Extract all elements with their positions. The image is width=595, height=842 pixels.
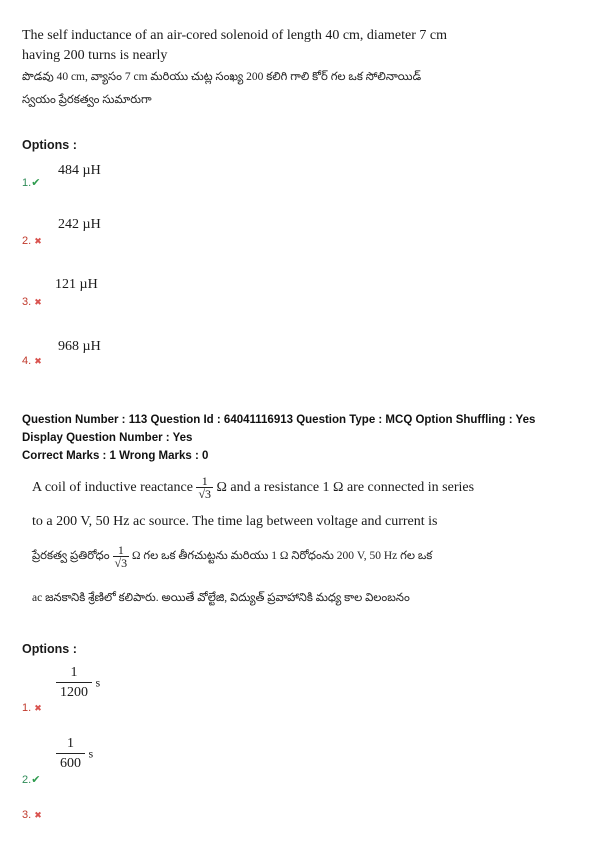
- cross-icon: ✖: [34, 356, 42, 366]
- question-text-segment: A coil of inductive reactance: [32, 480, 193, 495]
- cross-icon: ✖: [34, 297, 42, 307]
- question-telugu-line: స్వయం ప్రేరకత్వం సుమారుగా: [22, 94, 152, 106]
- question-telugu-line: [32, 536, 432, 576]
- fraction-numerator: 1: [56, 737, 85, 754]
- option-value: [56, 737, 93, 771]
- fraction-denominator: √3: [114, 555, 128, 570]
- option-number-text: 3.: [22, 809, 32, 821]
- cross-icon: ✖: [34, 236, 42, 246]
- option-value: 968 µH: [58, 339, 101, 354]
- option-number-text: 1.: [22, 177, 32, 189]
- option-value: 121 µH: [55, 277, 98, 292]
- cross-icon: ✖: [34, 703, 42, 713]
- question-meta: Correct Marks : 1 Wrong Marks : 0: [22, 450, 209, 462]
- option-number-text: 2.: [22, 235, 32, 247]
- question-text-segment: ప్రేరకత్వ ప్రతిరోధం: [32, 550, 110, 562]
- option-number-text: 2.: [22, 774, 32, 786]
- question-text-segment: Ω and a resistance 1 Ω are connected in series: [216, 480, 475, 495]
- option-number: [22, 235, 42, 247]
- option-value: [56, 666, 100, 700]
- option-number: [22, 355, 42, 367]
- option-number-text: 3.: [22, 296, 32, 308]
- question-meta: Display Question Number : Yes: [22, 432, 193, 444]
- option-number: [22, 809, 42, 821]
- fraction-numerator: 1: [196, 475, 213, 488]
- option-value: 242 µH: [58, 217, 101, 232]
- checkmark-icon: ✔: [31, 774, 41, 786]
- cross-icon: ✖: [34, 810, 42, 820]
- question-text-line: The self inductance of an air-cored solenoid of length 40 cm, diameter 7 cm: [22, 28, 448, 43]
- fraction-denominator: 1200: [60, 685, 88, 700]
- question-text-line: having 200 turns is nearly: [22, 48, 168, 63]
- question-telugu-line: ac జనకానికి శ్రేణిలో కలిపారు. అయితే వోల్టేజి, విద్యుత్ ప్రవాహానికి మధ్య కాల విలంబనం: [32, 592, 410, 604]
- unit-label: s: [88, 746, 94, 761]
- fraction-numerator: 1: [113, 544, 130, 557]
- option-number-text: 1.: [22, 702, 32, 714]
- option-number-text: 4.: [22, 355, 32, 367]
- fraction-denominator: √3: [198, 487, 212, 502]
- checkmark-icon: ✔: [31, 177, 41, 189]
- option-value: 484 µH: [58, 163, 101, 178]
- question-text-segment: Ω గల ఒక తీగచుట్టను మరియు 1 Ω నిరోధంను 200 V, 50 Hz గల ఒక: [131, 550, 433, 562]
- options-label: Options :: [22, 138, 77, 152]
- option-number: [22, 176, 40, 189]
- question-text-line: to a 200 V, 50 Hz ac source. The time lag between voltage and current is: [32, 514, 438, 529]
- question-telugu-line: పొడవు 40 cm, వ్యాసం 7 cm మరియు చుట్ల సంఖ్య 200 కలిగి గాలి కోర్ గల ఒక సోలినాయిడ్: [22, 71, 422, 83]
- question-meta: Question Number : 113 Question Id : 64041116913 Question Type : MCQ Option Shuffling : Yes: [22, 414, 536, 426]
- option-number: [22, 296, 42, 308]
- question-text-line: [32, 468, 474, 508]
- fraction-denominator: 600: [60, 756, 81, 771]
- option-number: [22, 702, 42, 714]
- option-number: [22, 773, 40, 786]
- fraction: [56, 666, 92, 700]
- unit-label: s: [95, 675, 101, 690]
- fraction: [196, 475, 213, 500]
- fraction: [113, 544, 130, 569]
- fraction-numerator: 1: [56, 666, 92, 683]
- options-label: Options :: [22, 642, 77, 656]
- fraction: [56, 737, 85, 771]
